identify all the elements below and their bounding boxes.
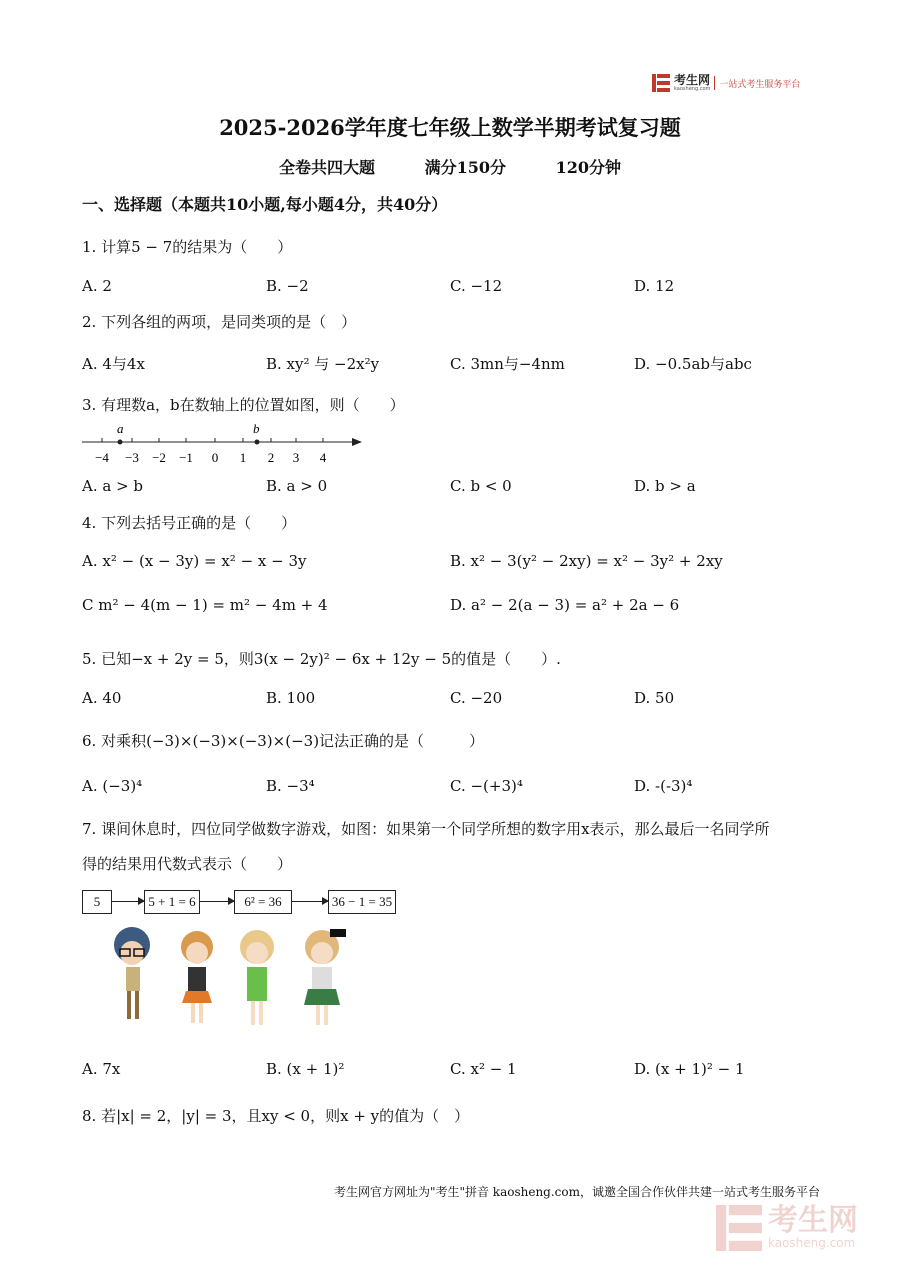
question-2-option-b: B. xy² 与 −2x²y — [266, 355, 380, 373]
question-6-stem: 6. 对乘积(−3)×(−3)×(−3)×(−3)记法正确的是（ ） — [82, 732, 485, 750]
watermark — [716, 1200, 886, 1256]
question-3-option-d: D. b > a — [634, 477, 696, 495]
subtitle-part2: 满分150分 — [424, 158, 506, 177]
student-4 — [304, 929, 346, 1025]
watermark-icon — [716, 1205, 762, 1251]
question-5-option-d: D. 50 — [634, 689, 675, 707]
logo-text — [674, 72, 711, 92]
question-4-option-d: D. a² − 2(a − 3) = a² + 2a − 6 — [450, 596, 680, 614]
flow-arrow-2 — [200, 901, 234, 902]
question-8-stem: 8. 若|x| = 2，|y| = 3，且xy < 0，则x + y的值为（ ） — [82, 1107, 470, 1125]
point-a-dot — [118, 440, 123, 445]
question-7-option-a: A. 7x — [82, 1060, 121, 1078]
page-title: 2025-2026学年度七年级上数学半期考试复习题 — [219, 115, 681, 140]
question-5-option-a: A. 40 — [82, 689, 122, 707]
question-3-option-c: C. b < 0 — [450, 477, 512, 495]
student-3 — [240, 930, 274, 1025]
question-5-option-c: C. −20 — [450, 689, 503, 707]
question-2-option-d: D. −0.5ab与abc — [634, 355, 752, 373]
tick-label: −4 — [95, 450, 109, 465]
students-illustration — [102, 925, 364, 1033]
point-a-label: a — [117, 421, 124, 436]
question-3-option-b: B. a > 0 — [266, 477, 328, 495]
point-b-dot — [255, 440, 260, 445]
page-subtitle — [0, 155, 900, 178]
question-1-option-c: C. −12 — [450, 277, 503, 295]
tick-label: −2 — [152, 450, 166, 465]
number-line-ticks — [102, 438, 323, 442]
number-line — [82, 420, 372, 470]
question-4-stem: 4. 下列去括号正确的是（ ） — [82, 514, 297, 532]
question-3-stem: 3. 有理数a，b在数轴上的位置如图，则（ ） — [82, 396, 405, 414]
tick-label: 3 — [292, 450, 300, 465]
section-heading: 一、选择题（本题共10小题,每小题4分，共40分） — [82, 195, 448, 214]
question-3-option-a: A. a > b — [82, 477, 144, 495]
logo-slogan: 一站式考生服务平台 — [719, 79, 801, 90]
tick-label: −3 — [125, 450, 139, 465]
question-6-option-a: A. (−3)⁴ — [82, 777, 143, 795]
header-logo — [652, 72, 822, 94]
question-4-option-b: B. x² − 3(y² − 2xy) = x² − 3y² + 2xy — [450, 552, 723, 570]
question-7-option-c: C. x² − 1 — [450, 1060, 517, 1078]
logo-separator — [714, 76, 715, 90]
flow-box-1: 5 — [82, 890, 112, 914]
question-1-option-b: B. −2 — [266, 277, 309, 295]
question-4-option-c: C m² − 4(m − 1) = m² − 4m + 4 — [82, 596, 328, 614]
flow-box-3: 6² = 36 — [234, 890, 292, 914]
tick-label: 0 — [211, 450, 219, 465]
tick-label: 1 — [239, 450, 247, 465]
question-7-stem-line2: 得的结果用代数式表示（ ） — [82, 855, 293, 873]
point-b-label: b — [253, 421, 260, 436]
watermark-domain: kaosheng.com — [768, 1236, 856, 1250]
number-line-arrow — [352, 438, 362, 446]
tick-label: 4 — [319, 450, 327, 465]
flow-box-2: 5 + 1 = 6 — [144, 890, 200, 914]
page-footer: 考生网官方网址为"考生"拼音 kaosheng.com，诚邀全国合作伙伴共建一站式考生服务平台 — [333, 1185, 820, 1199]
student-2 — [181, 931, 213, 1023]
logo-name: 考生网 — [674, 72, 711, 87]
flow-box-4: 36 − 1 = 35 — [328, 890, 396, 914]
student-1 — [114, 927, 150, 1019]
question-6-option-b: B. −3⁴ — [266, 777, 315, 795]
question-7-stem-line1: 7. 课间休息时，四位同学做数字游戏，如图：如果第一个同学所想的数字用x表示，那么最后一名同学所 — [82, 820, 770, 838]
question-2-option-a: A. 4与4x — [82, 355, 145, 373]
tick-label: −1 — [179, 450, 193, 465]
logo-domain: kaosheng.com — [674, 85, 711, 92]
question-6-option-d: D. -(-3)⁴ — [634, 777, 693, 795]
question-2-option-c: C. 3mn与−4nm — [450, 355, 565, 373]
question-2-stem: 2. 下列各组的两项，是同类项的是（ ） — [82, 313, 357, 331]
watermark-name: 考生网 — [768, 1203, 858, 1238]
question-7-option-d: D. (x + 1)² − 1 — [634, 1060, 745, 1078]
tick-label: 2 — [267, 450, 275, 465]
question-5-option-b: B. 100 — [266, 689, 316, 707]
subtitle-part1: 全卷共四大题 — [279, 158, 376, 177]
question-1-option-a: A. 2 — [82, 277, 112, 295]
logo-icon — [652, 74, 670, 92]
question-7-option-b: B. (x + 1)² — [266, 1060, 345, 1078]
question-6-option-c: C. −(+3)⁴ — [450, 777, 523, 795]
subtitle-part3: 120分钟 — [555, 158, 621, 177]
question-1-stem: 1. 计算5 − 7的结果为（ ） — [82, 238, 293, 256]
question-5-stem: 5. 已知−x + 2y = 5，则3(x − 2y)² − 6x + 12y − 5的值是（ ）. — [82, 650, 561, 668]
question-1-option-d: D. 12 — [634, 277, 675, 295]
flow-arrow-1 — [112, 901, 144, 902]
flow-arrow-3 — [292, 901, 328, 902]
question-4-option-a: A. x² − (x − 3y) = x² − x − 3y — [82, 552, 307, 570]
